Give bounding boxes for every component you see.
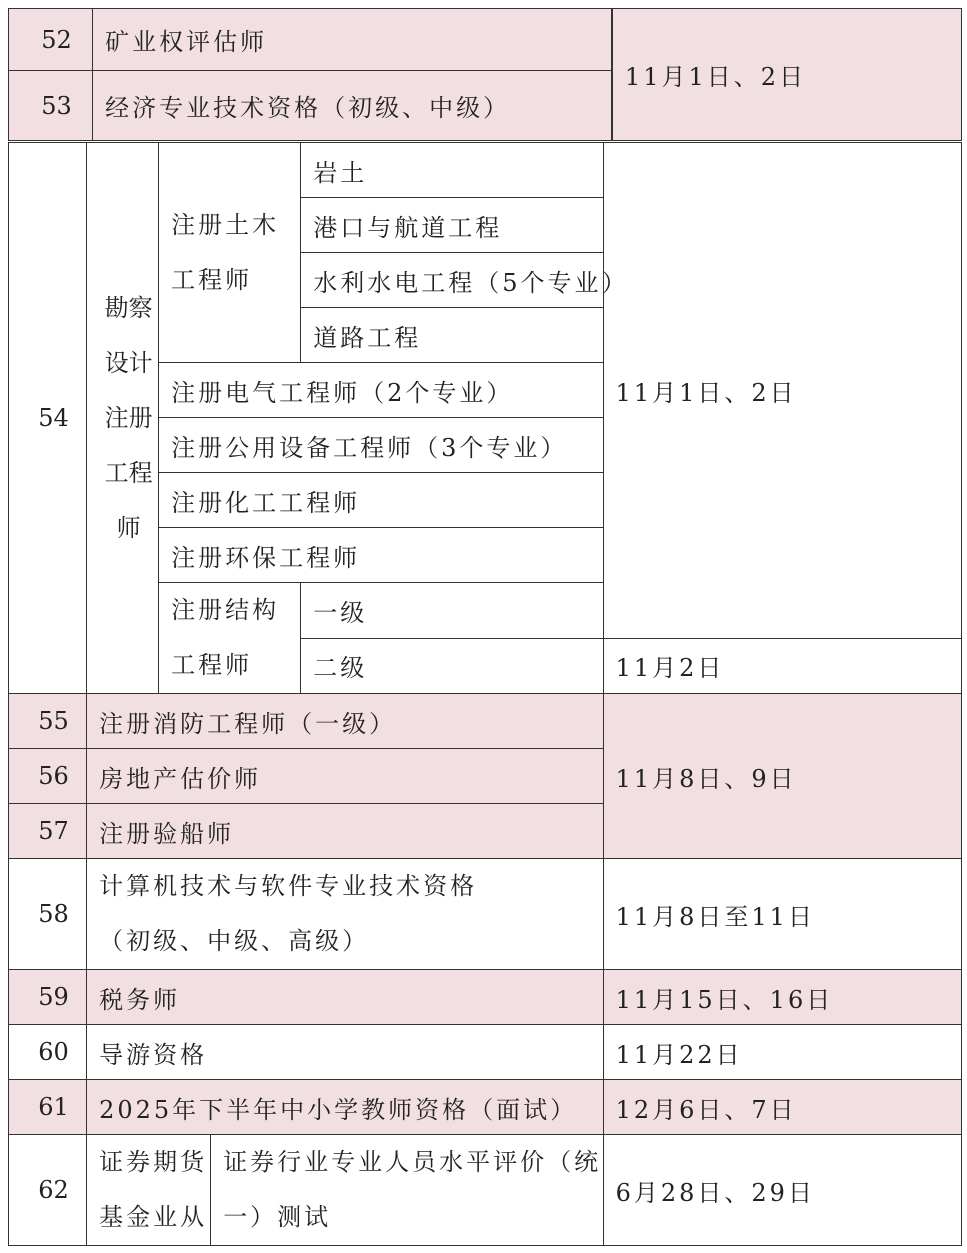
civil-sub-item: 港口与航道工程	[301, 198, 603, 253]
row-number: 61	[9, 1080, 87, 1135]
exam-name: 2025年下半年中小学教师资格（面试）	[87, 1080, 604, 1135]
row-number: 56	[9, 749, 87, 804]
exam-name: 注册化工工程师	[159, 473, 603, 528]
civil-sub-item: 岩土	[301, 143, 603, 198]
exam-date: 11月2日	[603, 638, 961, 694]
row-number: 54	[9, 143, 87, 694]
exam-name: 导游资格	[87, 1025, 604, 1080]
row-number: 62	[9, 1135, 87, 1246]
row-number: 59	[9, 970, 87, 1025]
exam-name: 房地产估价师	[87, 749, 604, 804]
category-text: 设计	[104, 348, 153, 377]
exam-date: 11月22日	[603, 1025, 961, 1080]
exam-name: 注册公用设备工程师（3个专业）	[159, 418, 603, 473]
table-row	[9, 9, 612, 71]
exam-name: 证券行业专业人员水平评价（统 一）测试	[211, 1135, 603, 1246]
exam-date: 12月6日、7日	[603, 1080, 961, 1135]
exam-name: 计算机技术与软件专业技术资格 （初级、中级、高级）	[87, 859, 604, 970]
row-number: 58	[9, 859, 87, 970]
exam-name: 注册验船师	[87, 804, 604, 859]
row-number: 53	[9, 71, 93, 141]
exam-name: 注册电气工程师（2个专业）	[159, 363, 603, 418]
exam-table-part-a-dates	[612, 8, 962, 141]
exam-date: 11月1日、2日	[603, 143, 961, 639]
structural-engineer-label: 注册结构 工程师	[159, 583, 301, 694]
exam-name: 经济专业技术资格（初级、中级）	[93, 71, 612, 141]
row-number: 60	[9, 1025, 87, 1080]
civil-engineer-label: 注册土木 工程师	[159, 143, 301, 363]
row-number: 55	[9, 694, 87, 749]
exam-table-part-b	[8, 142, 962, 1246]
table-row	[9, 859, 962, 970]
exam-name: 税务师	[87, 970, 604, 1025]
table-row	[9, 1080, 962, 1135]
exam-date: 11月1日、2日	[613, 9, 962, 141]
exam-table-part-a	[8, 8, 612, 141]
exam-date: 11月15日、16日	[603, 970, 961, 1025]
table-row	[9, 1135, 962, 1246]
table-row	[9, 970, 962, 1025]
exam-name: 注册消防工程师（一级）	[87, 694, 604, 749]
structural-level: 一级	[301, 583, 603, 639]
category-cell	[87, 143, 159, 694]
category-text: 工程	[104, 458, 153, 487]
table-row	[9, 694, 962, 749]
row-number: 57	[9, 804, 87, 859]
exam-date: 6月28日、29日	[603, 1135, 961, 1246]
category-text: 师	[116, 513, 141, 542]
exam-name: 注册环保工程师	[159, 528, 603, 583]
civil-sub-item: 道路工程	[301, 308, 603, 363]
category-cell: 证券期货 基金业从	[87, 1135, 211, 1246]
category-text: 注册	[104, 403, 153, 432]
exam-name: 矿业权评估师	[93, 9, 612, 71]
exam-date: 11月8日、9日	[603, 694, 961, 859]
table-row	[9, 1025, 962, 1080]
exam-date: 11月8日至11日	[603, 859, 961, 970]
category-text: 勘察	[104, 293, 153, 322]
row-number: 52	[9, 9, 93, 71]
civil-sub-item: 水利水电工程（5个专业）	[301, 253, 603, 308]
table-row	[9, 143, 962, 198]
structural-level: 二级	[301, 638, 603, 694]
table-row	[9, 71, 612, 141]
